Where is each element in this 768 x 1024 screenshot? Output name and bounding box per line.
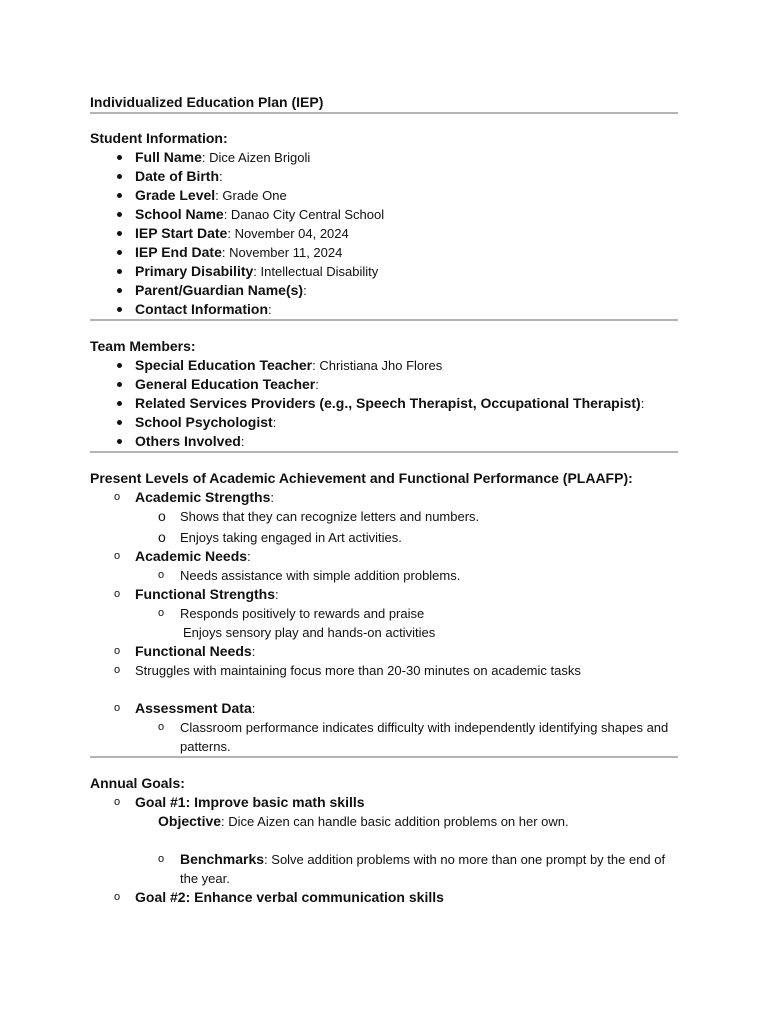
- field-value: :: [219, 169, 223, 184]
- team-members-list: [90, 356, 678, 451]
- bullet-icon: [114, 281, 124, 293]
- list-item: [90, 623, 678, 642]
- field-label: Date of Birth: [135, 168, 219, 184]
- document-title: Individualized Education Plan (IEP): [90, 94, 324, 110]
- circle-bullet-icon: o: [114, 588, 121, 600]
- list-item: [90, 488, 678, 507]
- plaafp-heading: Present Levels of Academic Achievement and Functional Performance (PLAAFP):: [90, 470, 633, 486]
- goal-label: Goal #2: [135, 889, 186, 905]
- list-item: [90, 205, 678, 224]
- list-item: [90, 604, 678, 623]
- list-item: [90, 224, 678, 243]
- list-item: [90, 699, 678, 718]
- field-label: Academic Strengths: [135, 489, 271, 505]
- field-label: Assessment Data: [135, 700, 252, 716]
- field-value: : November 04, 2024: [227, 226, 349, 241]
- field-value: : Grade One: [215, 188, 287, 203]
- annual-goals-heading: Annual Goals:: [90, 775, 185, 791]
- item-text: Enjoys sensory play and hands-on activities: [183, 625, 436, 640]
- list-item: [90, 888, 678, 907]
- field-value: : Dice Aizen can handle basic addition problems on her own.: [221, 814, 569, 829]
- list-item: [90, 432, 678, 451]
- field-value: :: [240, 434, 245, 449]
- colon: :: [251, 701, 256, 716]
- field-label: Academic Needs: [135, 548, 248, 564]
- field-label: Special Education Teacher: [135, 357, 313, 373]
- field-value: : Dice Aizen Brigoli: [201, 150, 311, 165]
- list-item: [90, 547, 678, 566]
- list-item: [90, 413, 678, 432]
- bullet-icon: [114, 432, 124, 444]
- goal-title: : Enhance verbal communication skills: [185, 889, 444, 905]
- list-item: [90, 167, 678, 186]
- goal-title: : Improve basic math skills: [185, 794, 365, 810]
- circle-bullet-icon: o: [158, 721, 165, 733]
- field-label: School Psychologist: [135, 414, 273, 430]
- field-label: Functional Strengths: [135, 586, 275, 602]
- circle-bullet-icon: o: [114, 645, 121, 657]
- field-label: Full Name: [135, 149, 202, 165]
- bullet-icon: [114, 356, 124, 368]
- field-label: Contact Information: [135, 301, 268, 317]
- circle-bullet-icon: o: [158, 607, 165, 619]
- field-value: : November 11, 2024: [221, 245, 343, 260]
- list-item: [90, 243, 678, 262]
- field-label: Grade Level: [135, 187, 216, 203]
- item-text: Struggles with maintaining focus more than 20-30 minutes on academic tasks: [135, 663, 581, 678]
- circle-bullet-icon: o: [114, 891, 121, 903]
- colon: :: [270, 490, 274, 505]
- list-item: [90, 528, 678, 547]
- field-value: : Danao City Central School: [223, 207, 385, 222]
- list-item: [90, 793, 678, 812]
- field-value: : Intellectual Disability: [253, 264, 379, 279]
- circle-bullet-icon: o: [158, 529, 166, 545]
- list-item: [90, 850, 678, 888]
- objective: [90, 812, 678, 831]
- team-members-heading: Team Members:: [90, 338, 196, 354]
- field-label: Parent/Guardian Name(s): [135, 282, 304, 298]
- circle-bullet-icon: o: [158, 508, 166, 524]
- colon: :: [275, 587, 279, 602]
- list-item: [90, 394, 678, 413]
- field-label: Objective: [158, 813, 222, 829]
- list-item: [90, 642, 678, 661]
- list-item: [90, 356, 678, 375]
- circle-bullet-icon: o: [114, 664, 121, 676]
- field-label: Primary Disability: [135, 263, 254, 279]
- field-label: General Education Teacher: [135, 376, 316, 392]
- bullet-icon: [114, 413, 124, 425]
- bullet-icon: [114, 375, 124, 387]
- list-item: [90, 375, 678, 394]
- item-text: Responds positively to rewards and praise: [180, 606, 425, 621]
- student-info-heading: Student Information:: [90, 130, 228, 146]
- colon: :: [247, 549, 251, 564]
- list-item: [90, 718, 678, 756]
- bullet-icon: [114, 243, 124, 255]
- field-label: IEP Start Date: [135, 225, 228, 241]
- circle-bullet-icon: o: [114, 702, 121, 714]
- list-item: [90, 148, 678, 167]
- item-text: Shows that they can recognize letters and numbers.: [180, 509, 480, 524]
- field-value: :: [315, 377, 319, 392]
- list-item: [90, 262, 678, 281]
- field-label: Functional Needs: [135, 643, 252, 659]
- iep-document: [90, 92, 678, 907]
- field-value: :: [268, 302, 272, 317]
- field-value: :: [303, 283, 307, 298]
- bullet-icon: [114, 300, 124, 312]
- bullet-icon: [114, 186, 124, 198]
- field-value: :: [640, 396, 645, 411]
- bullet-icon: [114, 205, 124, 217]
- goal-label: Goal #1: [135, 794, 186, 810]
- bullet-icon: [114, 224, 124, 236]
- field-label: Benchmarks: [180, 851, 265, 867]
- list-item: [90, 566, 678, 585]
- list-item: [90, 186, 678, 205]
- item-text: Classroom performance indicates difficulty with independently identifying shapes and patterns.: [180, 720, 669, 754]
- circle-bullet-icon: o: [158, 853, 165, 865]
- circle-bullet-icon: o: [158, 569, 165, 581]
- field-label: School Name: [135, 206, 224, 222]
- list-item: [90, 300, 678, 319]
- bullet-icon: [114, 167, 124, 179]
- list-item: [90, 281, 678, 300]
- colon: :: [251, 644, 256, 659]
- field-label: Others Involved: [135, 433, 241, 449]
- item-text: Enjoys taking engaged in Art activities.: [180, 530, 402, 545]
- list-item: [90, 661, 678, 680]
- field-value: : Solve addition problems with no more than one prompt by the end of the year.: [180, 852, 666, 886]
- bullet-icon: [114, 148, 124, 160]
- list-item: [90, 585, 678, 604]
- field-value: :: [272, 415, 277, 430]
- field-label: IEP End Date: [135, 244, 222, 260]
- bullet-icon: [114, 394, 124, 406]
- circle-bullet-icon: o: [114, 491, 121, 503]
- student-info-list: [90, 148, 678, 319]
- field-label: Related Services Providers (e.g., Speech Therapist, Occupational Therapist): [135, 395, 641, 411]
- field-value: : Christiana Jho Flores: [312, 358, 443, 373]
- bullet-icon: [114, 262, 124, 274]
- item-text: Needs assistance with simple addition problems.: [180, 568, 461, 583]
- circle-bullet-icon: o: [114, 796, 121, 808]
- list-item: [90, 507, 678, 526]
- circle-bullet-icon: o: [114, 550, 121, 562]
